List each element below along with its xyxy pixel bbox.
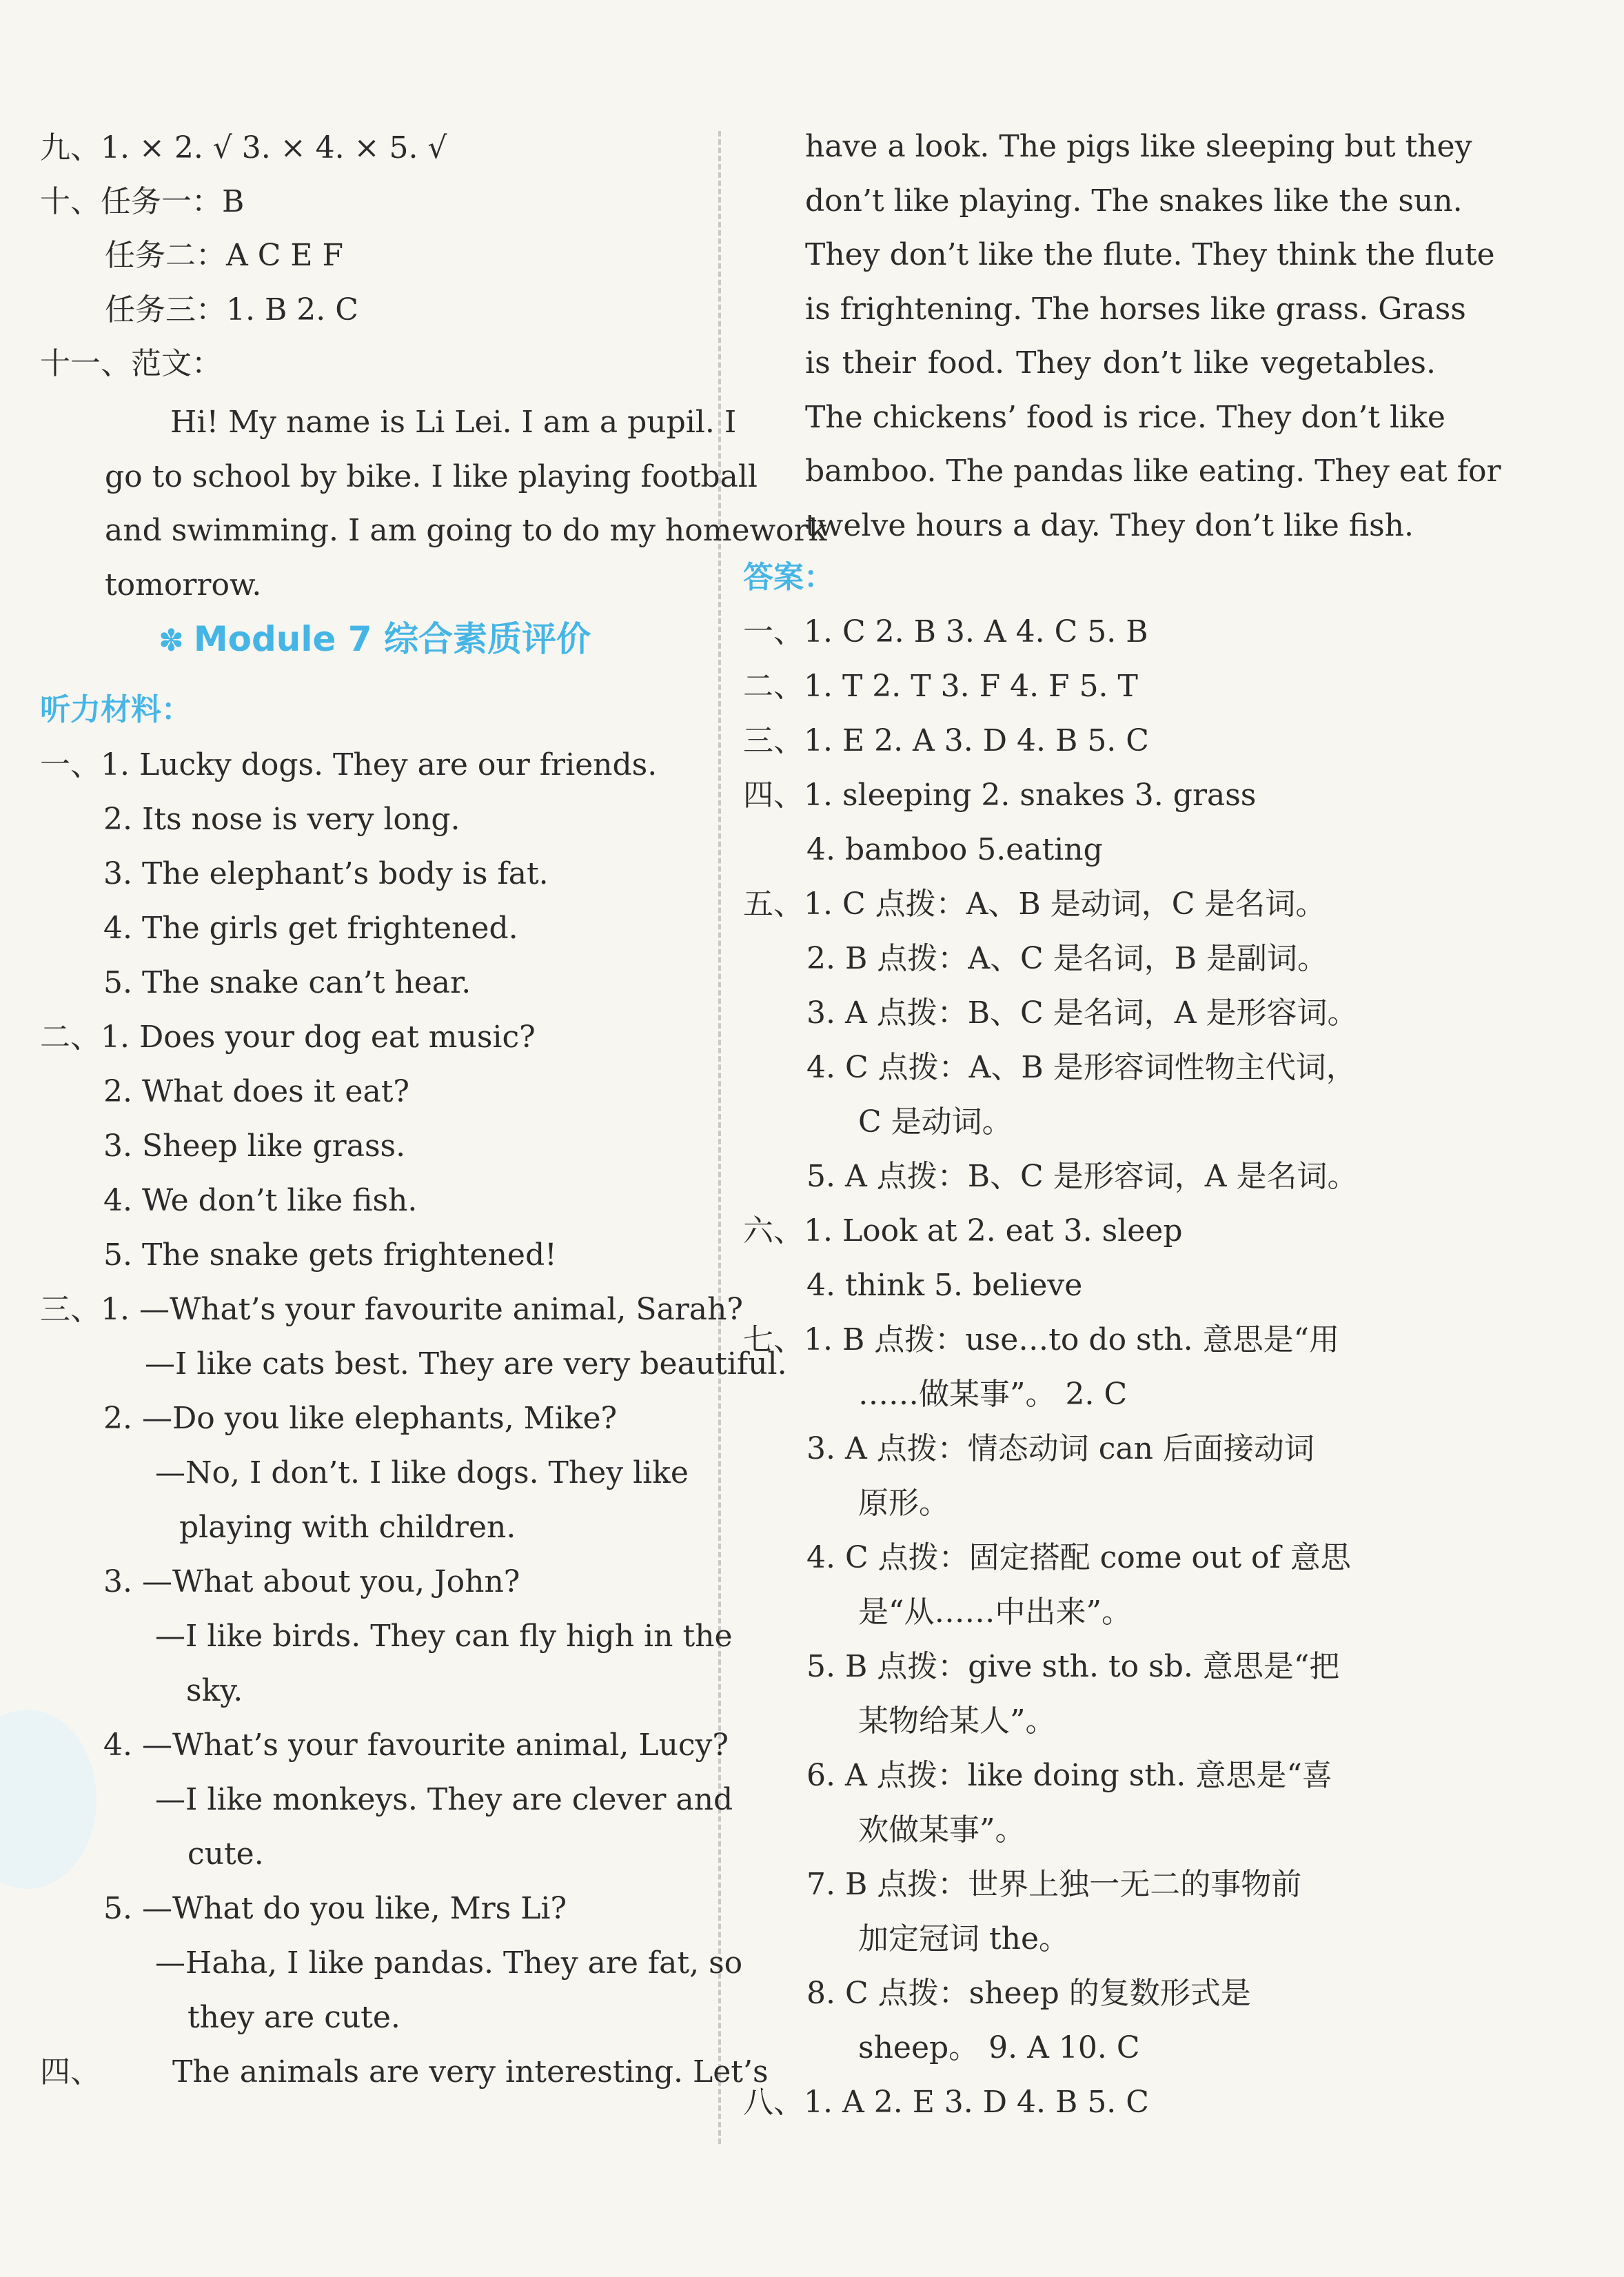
listening-s2-item: 2. What does it eat? xyxy=(103,1074,409,1109)
listening-s3-item: playing with children. xyxy=(179,1510,516,1545)
answer-a4: 四、1. sleeping 2. snakes 3. grass xyxy=(743,778,1257,813)
answer-a5-item: 3. A 点拨：B、C 是名词，A 是形容词。 xyxy=(806,995,1358,1031)
module-title: Module 7 综合素质评价 xyxy=(193,619,591,659)
answer-q9: 九、1. × 2. √ 3. × 4. × 5. √ xyxy=(40,130,447,165)
listening-s1-item: 2. Its nose is very long. xyxy=(103,802,460,837)
answer-a5-item: 5. A 点拨：B、C 是形容词，A 是名词。 xyxy=(806,1159,1358,1194)
answer-a7-item: 某物给某人”。 xyxy=(858,1703,1056,1739)
listening-title: 听力材料： xyxy=(40,692,192,727)
listening-s3-item: —No, I don’t. I like dogs. They like xyxy=(155,1455,689,1490)
answer-q10-task1: 十、任务一：B xyxy=(40,184,245,219)
answers-title: 答案： xyxy=(743,560,834,595)
essay-line: and swimming. I am going to do my homework xyxy=(105,513,827,548)
listening-s1-item: 3. The elephant’s body is fat. xyxy=(103,856,549,891)
listening-s3-item: 3. —What about you, John? xyxy=(103,1564,520,1599)
listening-s3-item: 2. —Do you like elephants, Mike? xyxy=(103,1401,618,1436)
listening-s3-item: sky. xyxy=(186,1673,243,1708)
answer-a7-item: 5. B 点拨：give sth. to sb. 意思是“把 xyxy=(806,1649,1340,1684)
passage-line: twelve hours a day. They don’t like fish. xyxy=(805,507,1414,543)
answer-a7-item: ……做某事”。 2. C xyxy=(858,1377,1128,1412)
listening-s4-text: The animals are very interesting. Let’s xyxy=(172,2054,769,2089)
listening-s3-item: —I like birds. They can fly high in the xyxy=(155,1619,733,1654)
listening-s3-item: 4. —What’s your favourite animal, Lucy? xyxy=(103,1728,729,1763)
listening-s1-item: 4. The girls get frightened. xyxy=(103,911,518,946)
answer-a7-item: sheep。 9. A 10. C xyxy=(858,2030,1140,2065)
answer-a7-item: 欢做某事”。 xyxy=(858,1812,1026,1848)
listening-s3-item: they are cute. xyxy=(187,2000,400,2035)
answer-a7-item: 是“从……中出来”。 xyxy=(858,1595,1132,1630)
answer-q10-task2: 任务二：A C E F xyxy=(105,238,344,273)
answer-a6-cont: 4. think 5. believe xyxy=(806,1268,1083,1303)
paw-icon: ✽ xyxy=(159,623,184,658)
answer-a5-item: 2. B 点拨：A、C 是名词，B 是副词。 xyxy=(806,941,1328,976)
listening-s2-item: 3. Sheep like grass. xyxy=(103,1129,406,1164)
passage-line: don’t like playing. The snakes like the sun. xyxy=(805,183,1463,219)
listening-s4-label: 四、 xyxy=(40,2054,101,2089)
answer-a3: 三、1. E 2. A 3. D 4. B 5. C xyxy=(743,723,1149,758)
answer-a7-item: 3. A 点拨：情态动词 can 后面接动词 xyxy=(806,1431,1315,1466)
answer-q11-title: 十一、范文： xyxy=(40,346,222,381)
answer-a7-item: 七、1. B 点拨：use…to do sth. 意思是“用 xyxy=(743,1322,1340,1357)
listening-passage xyxy=(805,120,1501,553)
listening-s3-item: —I like monkeys. They are clever and xyxy=(155,1782,733,1817)
answer-a2: 二、1. T 2. T 3. F 4. F 5. T xyxy=(743,669,1138,704)
essay-line: Hi! My name is Li Lei. I am a pupil. I xyxy=(170,405,737,440)
listening-s2-item: 二、1. Does your dog eat music? xyxy=(40,1020,536,1055)
essay-line: go to school by bike. I like playing football xyxy=(105,458,758,494)
panda-watermark xyxy=(0,1710,97,1889)
passage-line: They don’t like the flute. They think the flute xyxy=(805,237,1495,272)
answer-a7-item: 8. C 点拨：sheep 的复数形式是 xyxy=(806,1976,1251,2011)
answer-a7-item: 7. B 点拨：世界上独一无二的事物前 xyxy=(806,1867,1302,1902)
passage-line: is frightening. The horses like grass. Grass xyxy=(805,291,1466,327)
answer-a5-item: 4. C 点拨：A、B 是形容词性物主代词， xyxy=(806,1050,1357,1085)
listening-s3-item: —I like cats best. They are very beautiful. xyxy=(145,1346,787,1382)
answer-a5-item: 五、1. C 点拨：A、B 是动词，C 是名词。 xyxy=(743,887,1326,922)
answer-a7-item: 原形。 xyxy=(858,1486,949,1521)
passage-line: The chickens’ food is rice. They don’t like xyxy=(805,399,1445,435)
answer-q10-task3: 任务三：1. B 2. C xyxy=(105,292,358,327)
answer-a7-item: 加定冠词 the。 xyxy=(858,1921,1070,1956)
answer-a6: 六、1. Look at 2. eat 3. sleep xyxy=(743,1213,1183,1248)
answer-a1: 一、1. C 2. B 3. A 4. C 5. B xyxy=(743,614,1148,649)
answer-a8: 八、1. A 2. E 3. D 4. B 5. C xyxy=(743,2085,1149,2120)
listening-s1-item: 一、1. Lucky dogs. They are our friends. xyxy=(40,747,658,782)
listening-s3-item: 5. —What do you like, Mrs Li? xyxy=(103,1891,567,1926)
passage-line: bamboo. The pandas like eating. They eat for xyxy=(805,454,1501,489)
module-heading xyxy=(159,618,591,660)
answer-a5-item: C 是动词。 xyxy=(858,1104,1013,1140)
listening-s1-item: 5. The snake can’t hear. xyxy=(103,965,471,1000)
essay-line: tomorrow. xyxy=(105,567,262,603)
listening-s3-item: —Haha, I like pandas. They are fat, so xyxy=(155,1945,743,1981)
listening-s2-item: 5. The snake gets frightened! xyxy=(103,1237,557,1273)
listening-s3-item: 三、1. —What’s your favourite animal, Sarah? xyxy=(40,1292,743,1327)
passage-line: is their food. They don’t like vegetables. xyxy=(805,345,1436,381)
listening-s2-item: 4. We don’t like fish. xyxy=(103,1183,418,1218)
passage-line: have a look. The pigs like sleeping but they xyxy=(805,129,1472,164)
answer-a4-cont: 4. bamboo 5.eating xyxy=(806,832,1103,867)
answer-a7-item: 6. A 点拨：like doing sth. 意思是“喜 xyxy=(806,1758,1332,1793)
listening-s3-item: cute. xyxy=(187,1836,264,1872)
answer-a7-item: 4. C 点拨：固定搭配 come out of 意思 xyxy=(806,1540,1351,1575)
